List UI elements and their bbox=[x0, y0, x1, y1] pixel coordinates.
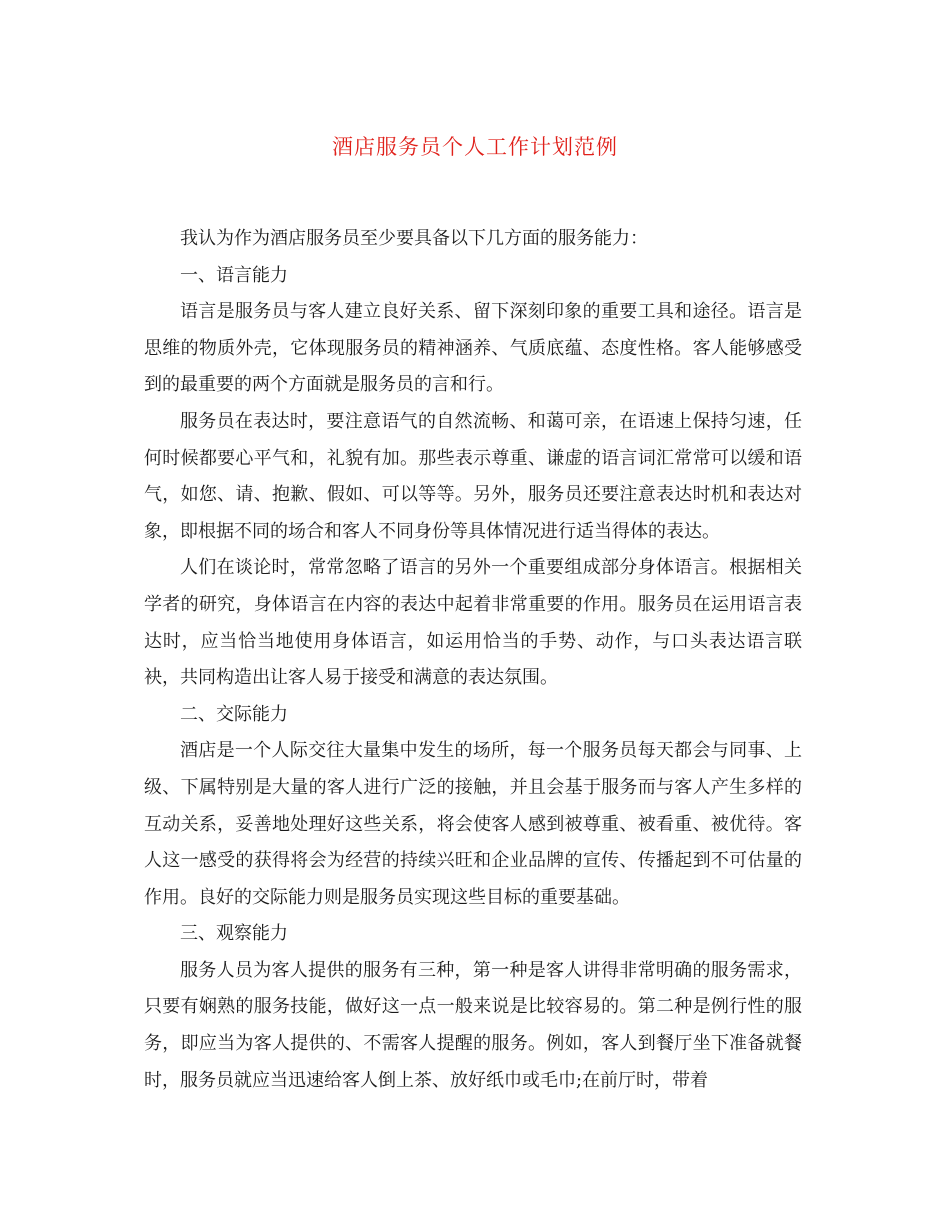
paragraph-language-3: 人们在谈论时，常常忽略了语言的另外一个重要组成部分身体语言。根据相关学者的研究，身体语言在内容的表达中起着非常重要的作用。服务员在运用语言表达时，应当恰当地使用身体语言，如运用恰当的手势、动作，与口头表达语言联袂，共同构造出让客人易于接受和满意的表达氛围。 bbox=[144, 557, 802, 689]
paragraph-social-1: 酒店是一个人际交往大量集中发生的场所，每一个服务员每天都会与同事、上级、下属特别是大量的客人进行广泛的接触，并且会基于服务而与客人产生多样的互动关系，妥善地处理好这些关系，将会使客人感到被尊重、被看重、被优待。客人这一感受的获得将会为经营的持续兴旺和企业品牌的宣传、传播起到不可估量的作用。良好的交际能力则是服务员实现这些目标的重要基础。 bbox=[144, 740, 802, 908]
document-title: 酒店服务员个人工作计划范例 bbox=[332, 135, 618, 159]
intro-paragraph: 我认为作为酒店服务员至少要具备以下几方面的服务能力： bbox=[180, 228, 648, 249]
section-heading-observation: 三、观察能力 bbox=[180, 923, 288, 945]
section-heading-language: 一、语言能力 bbox=[180, 264, 288, 286]
section-heading-social: 二、交际能力 bbox=[180, 703, 288, 725]
document-body bbox=[144, 221, 802, 1099]
paragraph-language-2: 服务员在表达时，要注意语气的自然流畅、和蔼可亲，在语速上保持匀速，任何时候都要心平气和，礼貌有加。那些表示尊重、谦虚的语言词汇常常可以缓和语气，如您、请、抱歉、假如、可以等等。另外，服务员还要注意表达时机和表达对象，即根据不同的场合和客人不同身份等具体情况进行适当得体的表达。 bbox=[144, 410, 802, 542]
paragraph-language-1: 语言是服务员与客人建立良好关系、留下深刻印象的重要工具和途径。语言是思维的物质外壳，它体现服务员的精神涵养、气质底蕴、态度性格。客人能够感受到的最重要的两个方面就是服务员的言和行。 bbox=[144, 301, 802, 396]
paragraph-observation-1: 服务人员为客人提供的服务有三种，第一种是客人讲得非常明确的服务需求，只要有娴熟的服务技能，做好这一点一般来说是比较容易的。第二种是例行性的服务，即应当为客人提供的、不需客人提醒的服务。例如，客人到餐厅坐下准备就餐时，服务员就应当迅速给客人倒上茶、放好纸巾或毛巾;在前厅时，带着 bbox=[144, 959, 802, 1091]
